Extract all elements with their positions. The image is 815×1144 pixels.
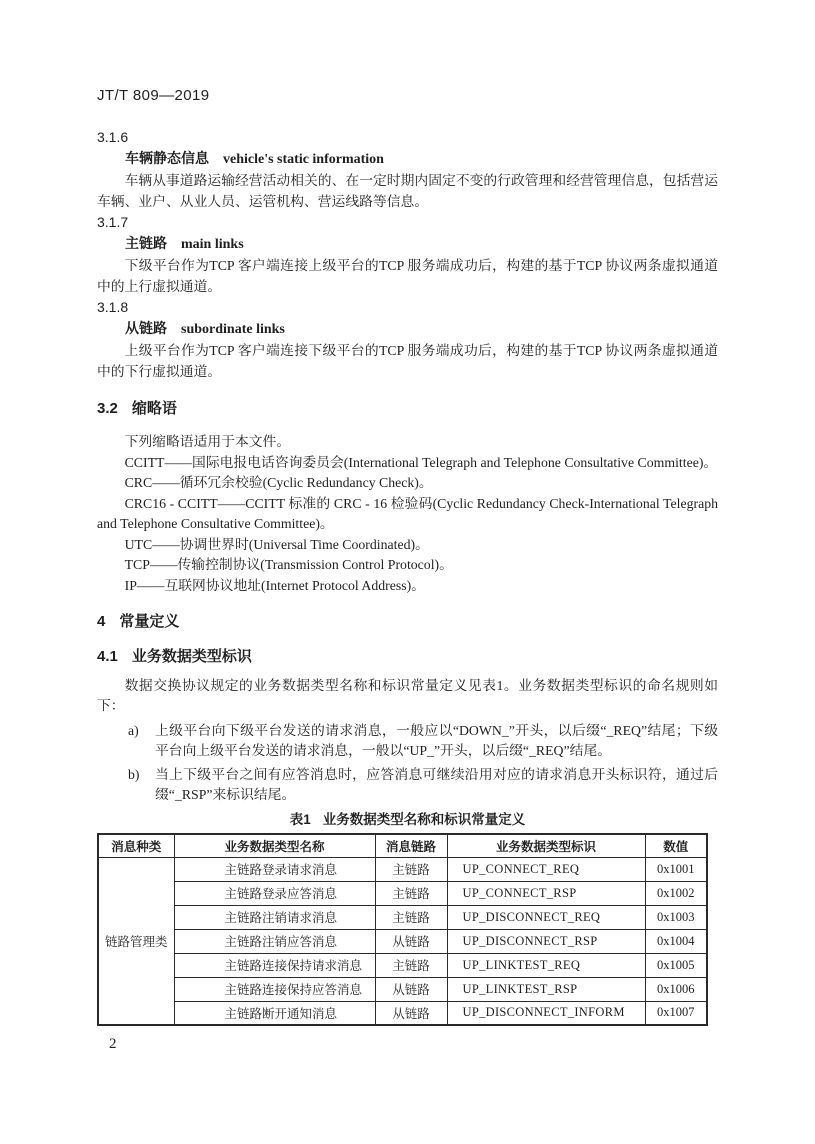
cell-value: 0x1005	[645, 953, 707, 977]
table-label: 表1	[289, 812, 311, 827]
cell-value: 0x1003	[645, 905, 707, 929]
cell-link: 主链路	[375, 857, 447, 881]
abbreviation-item: CRC16 - CCITT——CCITT 标准的 CRC - 16 检验码(Cyclic Redundancy Check-International Telegraph and Telephone Consultative Committee)。	[97, 495, 718, 531]
abbreviation-item: CRC——循环冗余校验(Cyclic Redundancy Check)。	[124, 475, 433, 490]
section-4-1-heading	[97, 646, 718, 667]
cell-link: 从链路	[375, 977, 447, 1001]
abbreviation-item: UTC——协调世界时(Universal Time Coordinated)。	[124, 536, 429, 552]
section-title: 缩略语	[131, 400, 177, 417]
cell-link: 主链路	[375, 953, 447, 977]
document-code: JT/T 809—2019	[97, 87, 210, 104]
data-type-constants-table	[97, 833, 708, 1026]
table-row	[98, 953, 707, 977]
cell-value: 0x1002	[645, 881, 707, 905]
list-text: 当上下级平台之间有应答消息时，应答消息可继续沿用对应的请求消息开头标识符，通过后缀“_RSP”来标识结尾。	[155, 767, 718, 802]
list-marker: a)	[128, 723, 139, 738]
section-number: 4.1	[97, 648, 118, 665]
term-chinese: 从链路	[125, 320, 167, 336]
term-heading	[97, 148, 718, 170]
table-1-title	[97, 811, 718, 829]
cell-value: 0x1007	[645, 1001, 707, 1025]
cell-name: 主链路登录应答消息	[174, 881, 375, 905]
abbreviation-item: TCP——传输控制协议(Transmission Control Protocol)。	[124, 557, 453, 572]
cell-value: 0x1006	[645, 977, 707, 1001]
header-message-category: 消息种类	[98, 834, 174, 857]
term-definition: 上级平台作为TCP 客户端连接下级平台的TCP 服务端成功后，构建的基于TCP 协议两条虚拟通道中的下行虚拟通道。	[97, 343, 718, 379]
clause-number: 3.1.8	[97, 299, 129, 315]
clause-3-1-6	[97, 127, 718, 212]
cell-name: 主链路登录请求消息	[174, 857, 375, 881]
term-heading	[97, 233, 718, 255]
section-title: 业务数据类型标识	[131, 648, 252, 665]
table-row	[98, 1001, 707, 1025]
clause-3-1-8	[97, 297, 718, 382]
section-4-1-intro: 数据交换协议规定的业务数据类型名称和标识常量定义见表1。业务数据类型标识的命名规则如下：	[97, 678, 718, 713]
table-row	[98, 857, 707, 881]
section-title: 常量定义	[119, 613, 180, 630]
cell-name: 主链路注销应答消息	[174, 929, 375, 953]
table-caption: 业务数据类型名称和标识常量定义	[322, 812, 526, 827]
cell-value: 0x1001	[645, 857, 707, 881]
table-row	[98, 881, 707, 905]
table-row	[98, 905, 707, 929]
cell-identifier: UP_DISCONNECT_REQ	[447, 905, 645, 929]
cell-identifier: UP_LINKTEST_RSP	[447, 977, 645, 1001]
term-heading	[97, 318, 718, 340]
term-definition: 下级平台作为TCP 客户端连接上级平台的TCP 服务端成功后，构建的基于TCP 协议两条虚拟通道中的上行虚拟通道。	[97, 258, 718, 294]
table-row	[98, 977, 707, 1001]
naming-rule-item-b	[97, 765, 718, 805]
cell-link: 主链路	[375, 905, 447, 929]
cell-link: 主链路	[375, 881, 447, 905]
section-number: 3.2	[97, 400, 118, 417]
cell-link: 从链路	[375, 1001, 447, 1025]
table-row	[98, 929, 707, 953]
cell-identifier: UP_CONNECT_RSP	[447, 881, 645, 905]
cell-name: 主链路连接保持应答消息	[174, 977, 375, 1001]
cell-identifier: UP_CONNECT_REQ	[447, 857, 645, 881]
cell-name: 主链路注销请求消息	[174, 905, 375, 929]
abbreviation-item: IP——互联网协议地址(Internet Protocol Address)。	[124, 577, 426, 593]
cell-category: 链路管理类	[98, 857, 174, 1025]
term-definition: 车辆从事道路运输经营活动相关的、在一定时期内固定不变的行政管理和经营管理信息，包括营运车辆、业户、从业人员、运管机构、营运线路等信息。	[97, 173, 718, 209]
cell-identifier: UP_LINKTEST_REQ	[447, 953, 645, 977]
term-english: main links	[181, 237, 244, 252]
term-chinese: 主链路	[125, 235, 167, 251]
term-english: subordinate links	[181, 322, 285, 337]
term-english: vehicle's static information	[223, 152, 384, 167]
naming-rule-item-a	[97, 721, 718, 761]
table-header-row	[98, 834, 707, 857]
section-4-heading	[97, 611, 718, 632]
header-value: 数值	[645, 834, 707, 857]
section-3-2-heading	[97, 398, 718, 419]
term-chinese: 车辆静态信息	[125, 150, 209, 166]
clause-3-1-7	[97, 212, 718, 297]
clause-number: 3.1.6	[97, 129, 129, 145]
abbreviations-intro: 下列缩略语适用于本文件。	[124, 434, 291, 449]
cell-name: 主链路断开通知消息	[174, 1001, 375, 1025]
cell-identifier: UP_DISCONNECT_INFORM	[447, 1001, 645, 1025]
cell-link: 从链路	[375, 929, 447, 953]
list-marker: b)	[128, 767, 140, 782]
clause-number: 3.1.7	[97, 214, 129, 230]
cell-value: 0x1004	[645, 929, 707, 953]
list-text: 上级平台向下级平台发送的请求消息，一般应以“DOWN_”开头，以后缀“_REQ”结尾；下级平台向上级平台发送的请求消息，一般以“UP_”开头，以后缀“_REQ”结尾。	[155, 723, 718, 758]
cell-name: 主链路连接保持请求消息	[174, 953, 375, 977]
abbreviation-item: CCITT——国际电报电话咨询委员会(International Telegraph and Telephone Consultative Committee)。	[124, 454, 718, 470]
terms-definitions-block	[97, 127, 718, 382]
section-number: 4	[97, 613, 106, 630]
header-data-type-ident: 业务数据类型标识	[447, 834, 645, 857]
header-message-link: 消息链路	[375, 834, 447, 857]
header-data-type-name: 业务数据类型名称	[174, 834, 375, 857]
page-number: 2	[109, 1036, 117, 1052]
cell-identifier: UP_DISCONNECT_RSP	[447, 929, 645, 953]
